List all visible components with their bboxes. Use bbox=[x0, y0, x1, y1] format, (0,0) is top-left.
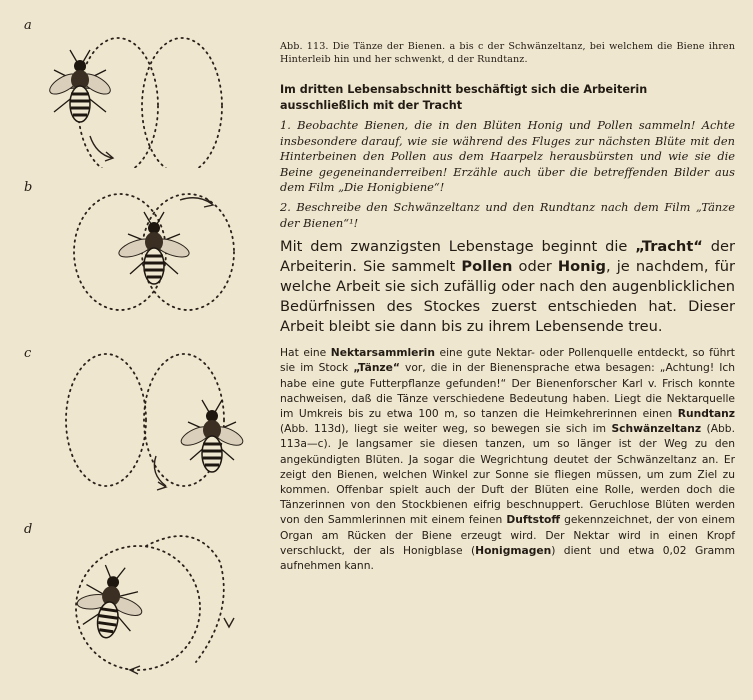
figure-label-a: a bbox=[24, 18, 32, 33]
round-dance-d-diagram bbox=[20, 522, 270, 678]
figure-d bbox=[20, 522, 270, 672]
body-paragraph: Hat eine Nektarsammlerin eine gute Nektar- oder Pollenquelle entdeckt, so führt sie im Stock „Tänze“ vor, die in der Bienensprache etwa besagen: „Achtung! Ich habe eine gute Futterpflanze gefunden!“ Der Bienenforscher Karl v. Frisch konnte nachweisen, daß die Tänze verschiedene Bedeutung haben. Liegt die Nektarquelle im Umkreis bis zu etwa 100 m, so tanzen die Heimkehrerinnen einen Rundtanz (Abb. 113d), liegt sie weiter weg, so bewegen sie sich im Schwänzeltanz (Abb. 113a—c). Je langsamer sie diesen tanzen, um so länger ist der Weg zu den angekündigten Blüten. Ja sogar die Wegrichtung deutet der Schwänzeltanz an. Er zeigt den Bienen, welchen Winkel zur Sonne sie fliegen müssen, um zum Ziel zu kommen. Offenbar spielt auch der Duft der Blüten eine Rolle, werden doch die Tänzerinnen von den Stockbienen eifrig beschnuppert. Geruchlose Blüten werden von den Sammlerinnen mit einem feinen Duftstoff gekennzeichnet, der von einem Organ am Rücken der Biene erzeugt wird. Der Nektar wird in einen Kropf verschluckt, der als Honigblase (Honigmagen) dient und etwa 0,02 Gramm aufnehmen kann. bbox=[280, 346, 735, 572]
waggle-dance-b-diagram bbox=[20, 180, 270, 330]
figure-b bbox=[20, 180, 270, 330]
section-heading: Im dritten Lebensabschnitt beschäftigt sich die Arbeiterin ausschließlich mit der Tracht bbox=[280, 83, 648, 112]
task-1: 1. Beobachte Bienen, die in den Blüten Honig und Pollen sammeln! Achte insbesondere darauf, wie sie während des Fluges zur nächsten Blüte mit den Hinterbeinen den Pollen aus dem Haarpelz herausbürsten und wie sie die Beine gegeneinanderreiben! Erzähle auch über die betreffenden Bilder aus dem Film „Die Honigbiene“! bbox=[280, 118, 735, 195]
figure-c bbox=[20, 346, 270, 496]
bee-c-icon bbox=[179, 400, 246, 472]
lead-paragraph: Mit dem zwanzigsten Lebenstage beginnt die „Tracht“ der Arbeiterin. Sie sammelt Pollen oder Honig, je nachdem, für welche Arbeit sie sich zufällig oder nach den augenblicklichen Bedürfnissen des Stockes zuerst entschieden hat. Dieser Arbeit bleibt sie dann bis zu ihrem Lebensende treu. bbox=[280, 238, 735, 336]
task-2: 2. Beschreibe den Schwänzeltanz und den Rundtanz nach dem Film „Tänze der Bienen“¹! bbox=[280, 199, 735, 230]
bee-b-icon bbox=[117, 212, 192, 284]
bee-a-icon bbox=[47, 50, 114, 122]
figure-caption: Abb. 113. Die Tänze der Bienen. a bis c der Schwänzeltanz, bei welchem die Biene ihren Hinterleib hin und her schwenkt, d der Rundtanz. bbox=[280, 41, 735, 65]
figure-label-c: c bbox=[24, 346, 32, 361]
waggle-dance-a-diagram bbox=[20, 18, 270, 168]
text-column bbox=[280, 40, 735, 573]
figure-label-b: b bbox=[24, 180, 33, 195]
bee-dance-illustrations bbox=[20, 18, 270, 678]
waggle-dance-c-diagram bbox=[20, 346, 270, 496]
figure-label-d: d bbox=[24, 522, 33, 537]
figure-a bbox=[20, 18, 270, 168]
bee-d-icon bbox=[71, 562, 149, 643]
